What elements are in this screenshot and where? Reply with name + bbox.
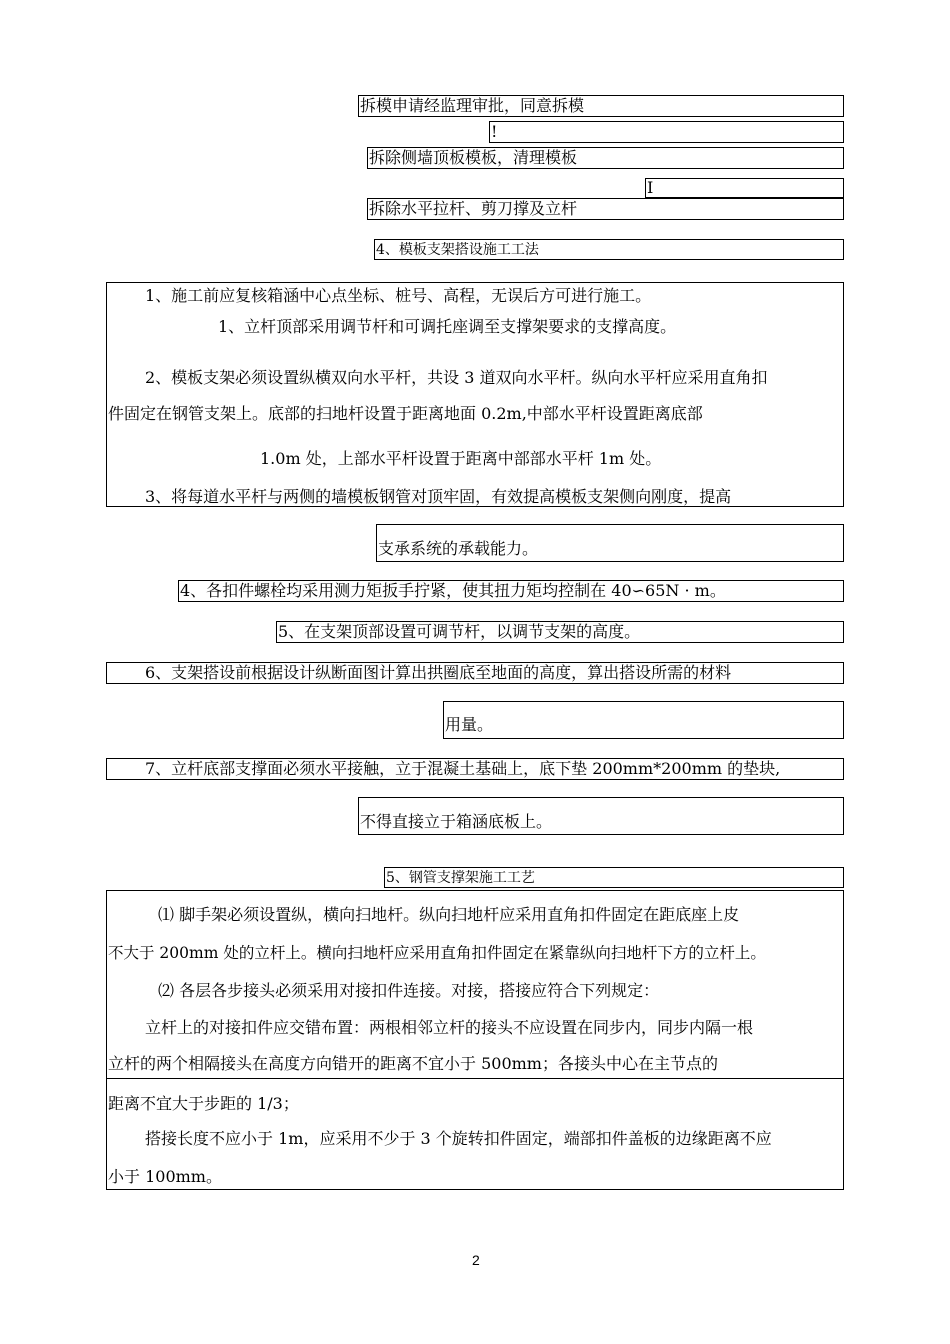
section-5-item-4: 距离不宜大于步距的 1/3； [108,1094,299,1113]
section-5-item-3-line-2: 立杆的两个相隔接头在高度方向错开的距离不宜小于 500mm；各接头中心在主节点的 [108,1054,718,1073]
section-4-item-0: 1、施工前应复核箱涵中心点坐标、桩号、高程，无误后方可进行施工。 [145,286,652,305]
flow-step-1: 拆模申请经监理审批，同意拆模 [360,96,585,115]
section-5-heading: 5、钢管支撑架施工工艺 [386,870,535,886]
section-4-item-3-line-1: 3、将每道水平杆与两侧的墙模板钢管对顶牢固，有效提高模板支架侧向刚度，提高 [145,487,732,506]
section-4-item-3-line-2: 支承系统的承载能力。 [378,539,539,558]
section-5-item-5-line-1: 搭接长度不应小于 1m，应采用不少于 3 个旋转扣件固定，端部扣件盖板的边缘距离不应 [145,1129,772,1148]
section-4-item-6-line-1: 6、支架搭设前根据设计纵断面图计算出拱圈底至地面的高度，算出搭设所需的材料 [145,663,732,682]
section-4-item-1: 1、立杆顶部采用调节杆和可调托座调至支撑架要求的支撑高度。 [218,317,677,336]
flow-connector-1-box [489,121,844,143]
section-4-item-4: 4、各扣件螺栓均采用测力矩扳手拧紧，使其扭力矩均控制在 40∽65N · m。 [180,581,726,600]
flow-connector-2-box [645,178,844,198]
section-4-item-7-line-2: 不得直接立于箱涵底板上。 [360,812,553,831]
flow-connector-2: I [647,178,654,197]
section-5-item-3-line-1: 立杆上的对接扣件应交错布置：两根相邻立杆的接头不应设置在同步内，同步内隔一根 [145,1018,754,1037]
section-4-item-6-line-2: 用量。 [445,715,494,734]
section-4-item-2-line-1: 2、模板支架必须设置纵横双向水平杆，共设 3 道双向水平杆。纵向水平杆应采用直角扣 [145,368,768,387]
section-5-divider [106,1078,844,1079]
flow-connector-1: ! [491,122,498,141]
section-5-item-1-line-1: ⑴ 脚手架必须设置纵，横向扫地杆。纵向扫地杆应采用直角扣件固定在距底座上皮 [158,905,740,924]
section-5-item-2: ⑵ 各层各步接头必须采用对接扣件连接。对接，搭接应符合下列规定： [158,981,660,1000]
section-4-item-7-line-1: 7、立杆底部支撑面必须水平接触，立于混凝土基础上，底下垫 200mm*200mm 的垫块, [145,759,781,778]
section-4-block [106,282,844,507]
flow-step-2: 拆除侧墙顶板模板，清理模板 [369,148,578,167]
section-5-item-1-line-2: 不大于 200mm 处的立杆上。横向扫地杆应采用直角扣件固定在紧靠纵向扫地杆下方的立杆上。 [108,944,766,962]
section-4-item-6-cont-box [443,701,844,739]
section-4-item-5: 5、在支架顶部设置可调节杆，以调节支架的高度。 [278,622,641,641]
section-4-item-2-line-3: 1.0m 处，上部水平杆设置于距离中部部水平杆 1m 处。 [260,449,662,468]
page-number: 2 [472,1252,480,1268]
section-5-item-5-line-2: 小于 100mm。 [108,1167,222,1186]
section-4-item-2-line-2: 件固定在钢管支架上。底部的扫地杆设置于距离地面 0.2m,中部水平杆设置距离底部 [108,404,703,423]
flow-step-3: 拆除水平拉杆、剪刀撑及立杆 [369,199,578,218]
section-4-heading: 4、模板支架搭设施工工法 [376,242,539,258]
